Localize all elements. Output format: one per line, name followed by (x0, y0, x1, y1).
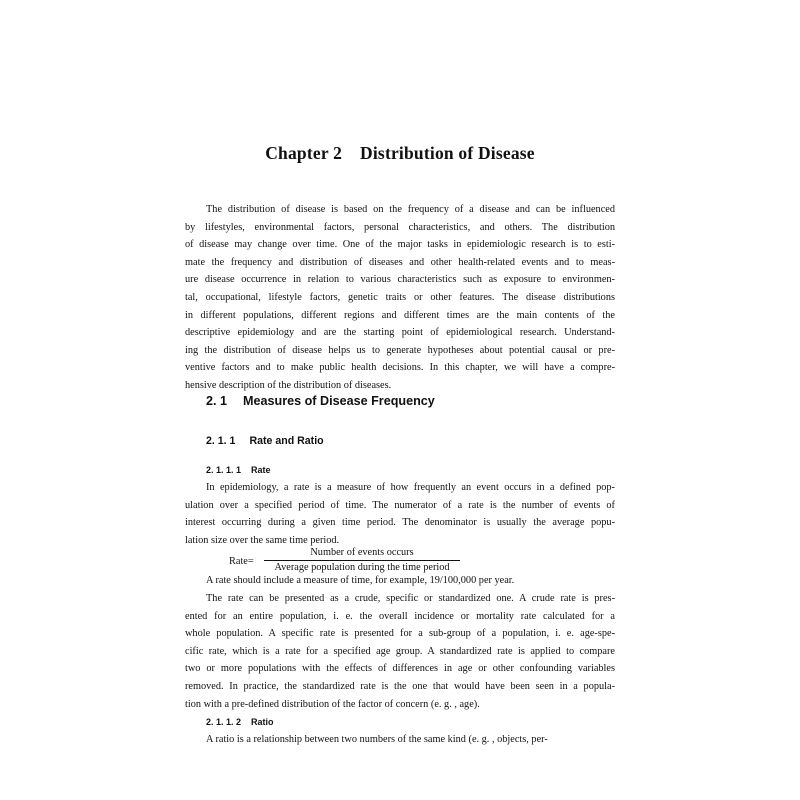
rate-paragraph-3 (185, 590, 615, 713)
rate-p3-line: whole population. A specific rate is presented for a sub-group of a population, i. e. age-spe- (185, 628, 615, 640)
intro-paragraph (185, 201, 615, 395)
formula-numerator: Number of events occurs (264, 547, 460, 561)
intro-line: mate the frequency and distribution of diseases and other health-related events and to meas- (185, 256, 615, 268)
intro-line: in different populations, different regions and different times are the main contents of the (185, 309, 615, 321)
intro-line: The distribution of disease is based on the frequency of a disease and can be influenced (206, 204, 615, 215)
intro-line: ing the distribution of disease helps us to generate hypotheses about potential causal or pre- (185, 344, 615, 356)
rate-p1-line: ulation over a specified period of time. The numerator of a rate is the number of events of (185, 499, 615, 511)
chapter-name: Distribution of Disease (360, 143, 535, 163)
intro-line: descriptive epidemiology and are the starting point of epidemiological research. Understand- (185, 327, 615, 339)
rate-p1-line: interest occurring during a given time period. The denominator is usually the average popu- (185, 517, 615, 529)
rate-p1-line: lation size over the same time period. (185, 534, 340, 546)
rate-p3-line: ented for an entire population, i. e. the overall incidence or mortality rate calculated for a (185, 610, 615, 622)
intro-line: hensive description of the distribution of diseases. (185, 379, 392, 391)
rate-p3-line: cific rate, which is a rate for a specified age group. A standardized rate is applied to compare (185, 645, 615, 657)
chapter-title (0, 143, 800, 164)
ratio-heading-title: Ratio (251, 717, 274, 728)
chapter-number: Chapter 2 (265, 143, 343, 163)
section-heading (206, 394, 435, 408)
rate-p1-line: In epidemiology, a rate is a measure of how frequently an event occurs in a defined pop- (206, 482, 615, 493)
ratio-heading (185, 713, 615, 731)
section-title: Measures of Disease Frequency (243, 394, 435, 408)
rate-paragraph-1 (185, 479, 615, 549)
rate-p3-line: two or more populations with the effects of differences in age or other confounding variables (185, 663, 615, 675)
rate-p3-line: The rate can be presented as a crude, specific or standardized one. A crude rate is pres- (206, 592, 615, 604)
formula-lhs: Rate= (229, 556, 254, 568)
rate-p3-line: tion with a pre-defined distribution of the factor of concern (e. g. , age). (185, 698, 480, 710)
rate-section (185, 461, 615, 749)
intro-line: by lifestyles, environmental factors, personal characteristics, and others. The distribution (185, 221, 615, 233)
ratio-heading-number: 2. 1. 1. 2 (206, 717, 242, 728)
intro-line: ure disease occurrence in relation to various characteristics such as exposure to environmen- (185, 274, 615, 286)
subsection-title: Rate and Ratio (249, 435, 324, 447)
ratio-paragraph-1: A ratio is a relationship between two numbers of the same kind (e. g. , objects, per- (206, 734, 548, 746)
rate-heading (185, 461, 615, 479)
rate-p3-line: removed. In practice, the standardized rate is the one that would have been seen in a popula- (185, 680, 615, 692)
intro-line: of disease may change over time. One of the major tasks in epidemiologic research is to esti- (185, 239, 615, 251)
rate-paragraph-2: A rate should include a measure of time, for example, 19/100,000 per year. (206, 575, 515, 587)
formula-denominator: Average population during the time period (274, 562, 450, 574)
subsection-number: 2. 1. 1 (206, 435, 236, 447)
subsection-heading (206, 435, 324, 447)
intro-line: ventive factors and to make public health decisions. In this chapter, we will have a compre- (185, 362, 615, 374)
rate-heading-number: 2. 1. 1. 1 (206, 465, 242, 475)
section-number: 2. 1 (206, 394, 228, 408)
formula-fraction (264, 547, 460, 574)
rate-formula (185, 547, 615, 574)
rate-heading-title: Rate (251, 465, 271, 475)
intro-line: tal, occupational, lifestyle factors, genetic traits or other features. The disease distributions (185, 291, 615, 303)
